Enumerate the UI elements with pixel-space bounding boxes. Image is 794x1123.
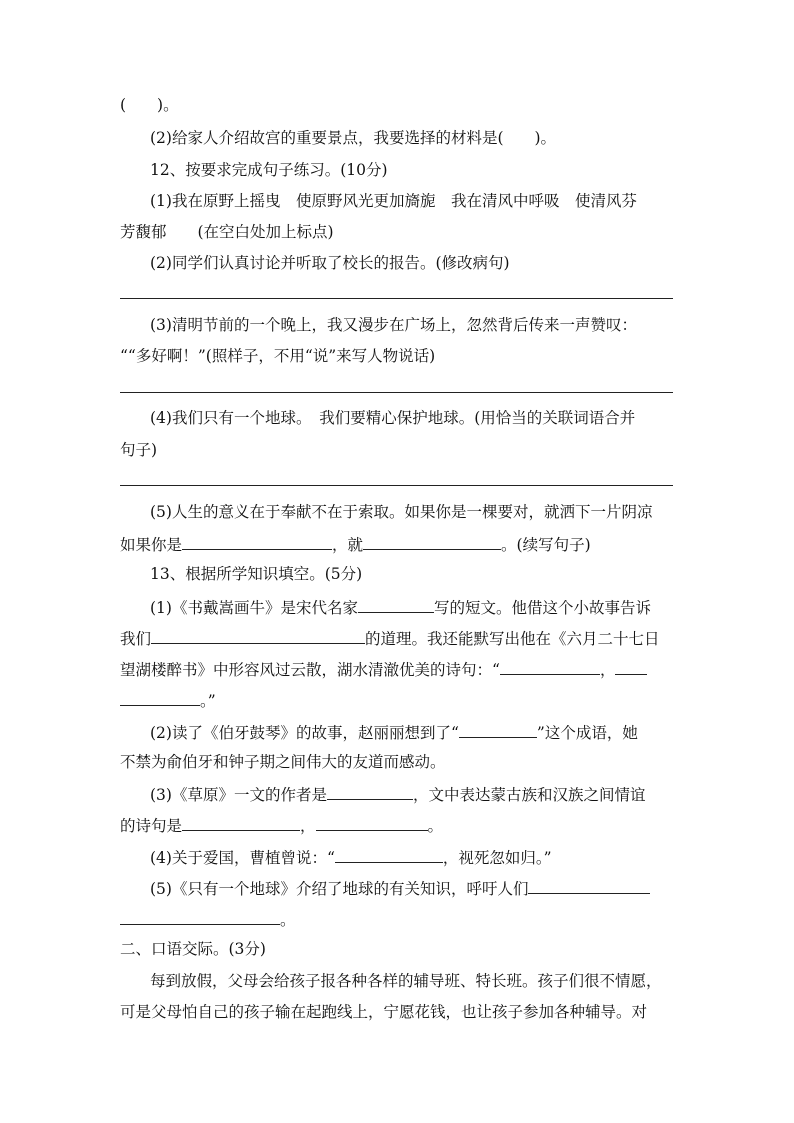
fill-blank[interactable] (120, 688, 200, 706)
fill-blank[interactable] (327, 782, 413, 800)
question-12-3: (3)清明节前的一个晚上，我又漫步在广场上，忽然背后传来一声赞叹： (150, 316, 637, 334)
fill-blank[interactable] (151, 626, 365, 644)
fill-blank[interactable] (316, 813, 428, 831)
answer-line[interactable] (120, 485, 673, 486)
text-segment: ，文中表达蒙古族和汉族之间情谊 (412, 786, 646, 804)
text-line (120, 907, 680, 929)
text-line (120, 532, 680, 554)
paragraph-line: 每到放假，父母会给孩子报各种各样的辅导班、特长班。孩子们很不情愿， (150, 972, 662, 990)
text-segment: 。 (427, 817, 444, 835)
section-heading-13: 13、根据所学知识填空。(5分) (150, 565, 363, 583)
text-segment: 如果你是 (120, 536, 183, 554)
text-line (120, 657, 680, 679)
question-13-3 (150, 782, 680, 804)
text-segment: (2)读了《伯牙鼓琴》的故事，赵丽丽想到了“ (150, 724, 459, 742)
text-segment: 写的短文。他借这个小故事告诉 (433, 599, 651, 617)
fill-blank[interactable] (500, 657, 600, 675)
section-heading-2: 二、口语交际。(3分) (120, 940, 266, 958)
text-segment: ， (300, 817, 316, 835)
question-12-4: (4)我们只有一个地球。 我们要精心保护地球。(用恰当的关联词语合并 (150, 409, 636, 427)
text-line (120, 813, 680, 835)
text-segment: (1)《书戴嵩画牛》是宋代名家 (150, 599, 358, 617)
question-11-2: (2)给家人介绍故宫的重要景点，我要选择的材料是( )。 (150, 129, 557, 147)
text-segment: 望湖楼醉书》中形容风过云散，湖水清澈优美的诗句：“ (120, 661, 500, 679)
question-13-1 (150, 595, 680, 617)
paragraph-line: 可是父母怕自己的孩子输在起跑线上，宁愿花钱，也让孩子参加各种辅导。对 (120, 1003, 648, 1021)
fill-blank[interactable] (335, 845, 443, 863)
text-segment: ，就 (332, 536, 364, 554)
text-segment: 。” (200, 692, 216, 710)
fill-blank[interactable] (363, 532, 501, 550)
fill-blank[interactable] (615, 657, 647, 675)
question-12-2: (2)同学们认真讨论并听取了校长的报告。(修改病句) (150, 254, 510, 272)
text-segment: (3)《草原》一文的作者是 (150, 786, 327, 804)
text-segment: 的诗句是 (120, 817, 183, 835)
text-segment: 的道理。我还能默写出他在《六月二十七日 (365, 630, 660, 648)
text-line: ( )。 (120, 96, 179, 114)
fill-blank[interactable] (358, 595, 434, 613)
section-heading-12: 12、按要求完成句子练习。(10分) (150, 161, 388, 179)
question-12-5: (5)人生的意义在于奉献不在于索取。如果你是一棵要对，就洒下一片阴凉 (150, 503, 653, 521)
text-line: ““多好啊！”(照样子，不用“说”来写人物说话) (120, 347, 436, 365)
text-line: 不禁为俞伯牙和钟子期之间伟大的友道而感动。 (120, 753, 446, 771)
text-segment: ， (599, 661, 616, 679)
question-12-1: (1)我在原野上摇曳 使原野风光更加旖旎 我在清风中呼吸 使清风芬 (150, 192, 637, 210)
question-13-2 (150, 720, 680, 742)
fill-blank[interactable] (182, 532, 332, 550)
text-line (120, 626, 680, 648)
answer-line[interactable] (120, 392, 673, 393)
text-segment: (5)《只有一个地球》介绍了地球的有关知识，呼吁人们 (150, 880, 529, 898)
text-segment: 我们 (120, 630, 152, 648)
question-13-4 (150, 845, 680, 867)
text-line (120, 688, 680, 710)
text-segment: 。 (280, 911, 296, 929)
question-13-5 (150, 876, 680, 898)
text-segment: ，视死忽如归。” (442, 849, 552, 867)
text-line: 句子) (120, 441, 158, 459)
fill-blank[interactable] (459, 720, 537, 738)
text-segment: (4)关于爱国，曹植曾说：“ (150, 849, 335, 867)
text-segment: ”这个成语，她 (536, 724, 638, 742)
text-segment: 。(续写句子) (501, 536, 591, 554)
text-line: 芳馥郁 (在空白处加上标点) (120, 223, 334, 241)
answer-line[interactable] (120, 298, 673, 299)
fill-blank[interactable] (120, 907, 280, 925)
fill-blank[interactable] (528, 876, 650, 894)
fill-blank[interactable] (182, 813, 300, 831)
